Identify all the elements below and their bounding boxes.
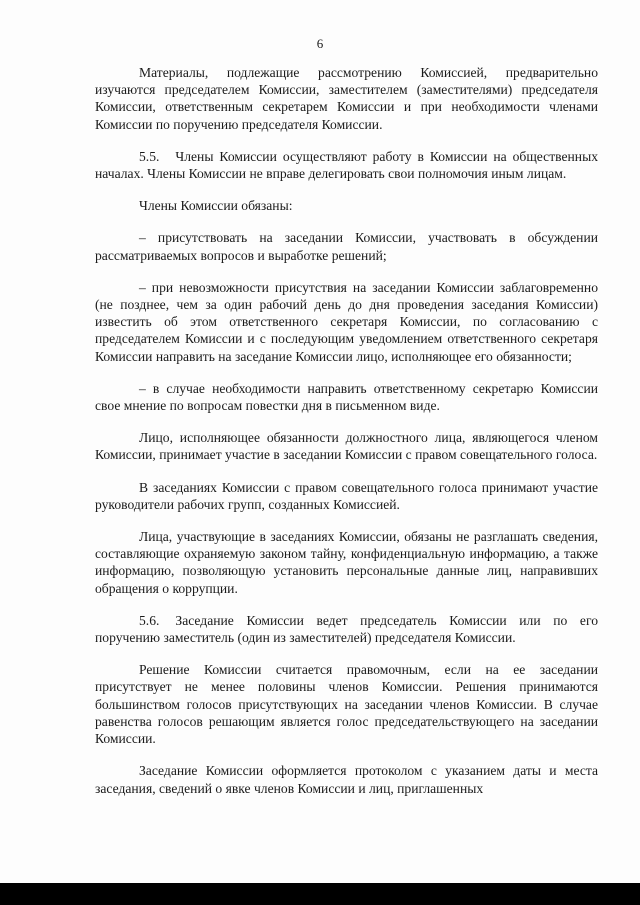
paragraph-5-6: 5.6. Заседание Комиссии ведет председатель Комиссии или по его поручению заместитель (один из заместителей) председателя Комиссии. [95,612,598,646]
paragraph-obligations-intro: Члены Комиссии обязаны: [139,198,293,214]
paragraph-working-groups: В заседаниях Комиссии с правом совещательного голоса принимают участие руководители рабочих групп, созданных Комиссией. [95,479,598,512]
paragraph-materials: Материалы, подлежащие рассмотрению Комиссией, предварительно изучаются председателем Комиссии, заместителем (заместителями) председателя Комиссии, ответственным секретарем Комиссии и при необходимости членами Комиссии по поручению председателя Комиссии. [95,65,598,132]
paragraph-confidentiality: Лица, участвующие в заседаниях Комиссии, обязаны не разглашать сведения, составляющие охраняемую законом тайну, конфиденциальную информацию, а также информацию, позволяющую установить персональные данные лиц, направивших обращения о коррупции. [95,529,598,596]
paragraph-quorum: Решение Комиссии считается правомочным, если на ее заседании присутствует не менее половины членов Комиссии. Решения принимаются большинством голосов присутствующих на заседании членов Комиссии. В случае равенства голосов решающим является голос председательствующего на заседании Комиссии. [95,662,598,747]
clause-number: 5.5. [139,148,160,164]
list-item-written-opinion: – в случае необходимости направить ответственному секретарю Комиссии свое мнение по вопросам повестки дня в письменном виде. [95,380,598,414]
page-number: 6 [316,36,324,51]
scan-bottom-edge [0,883,640,905]
paragraph-5-5: 5.5. Члены Комиссии осуществляют работу в Комиссии на общественных началах. Члены Комиссии не вправе делегировать свои полномочия иным лицам. [95,148,598,182]
paragraph-acting-person: Лицо, исполняющее обязанности должностного лица, являющегося членом Комиссии, принимает участие в заседании Комиссии с правом совещательного голоса. [95,430,598,463]
list-item-notify: – при невозможности присутствия на заседании Комиссии заблаговременно (не позднее, чем за один рабочий день до дня проведения заседания Комиссии) известить об этом ответственного секретаря Комиссии, по согласованию с председателем Комиссии и с последующим уведомлением ответственного секретаря Комиссии направить на заседание Комиссии лицо, исполняющее его обязанности; [95,279,598,364]
clause-number: 5.6. [139,612,160,628]
document-body [95,64,598,812]
paragraph-protocol: Заседание Комиссии оформляется протоколом с указанием даты и места заседания, сведений о явке членов Комиссии и лиц, приглашенных [95,763,598,796]
list-item-attend: – присутствовать на заседании Комиссии, участвовать в обсуждении рассматриваемых вопросов и выработке решений; [95,230,598,263]
